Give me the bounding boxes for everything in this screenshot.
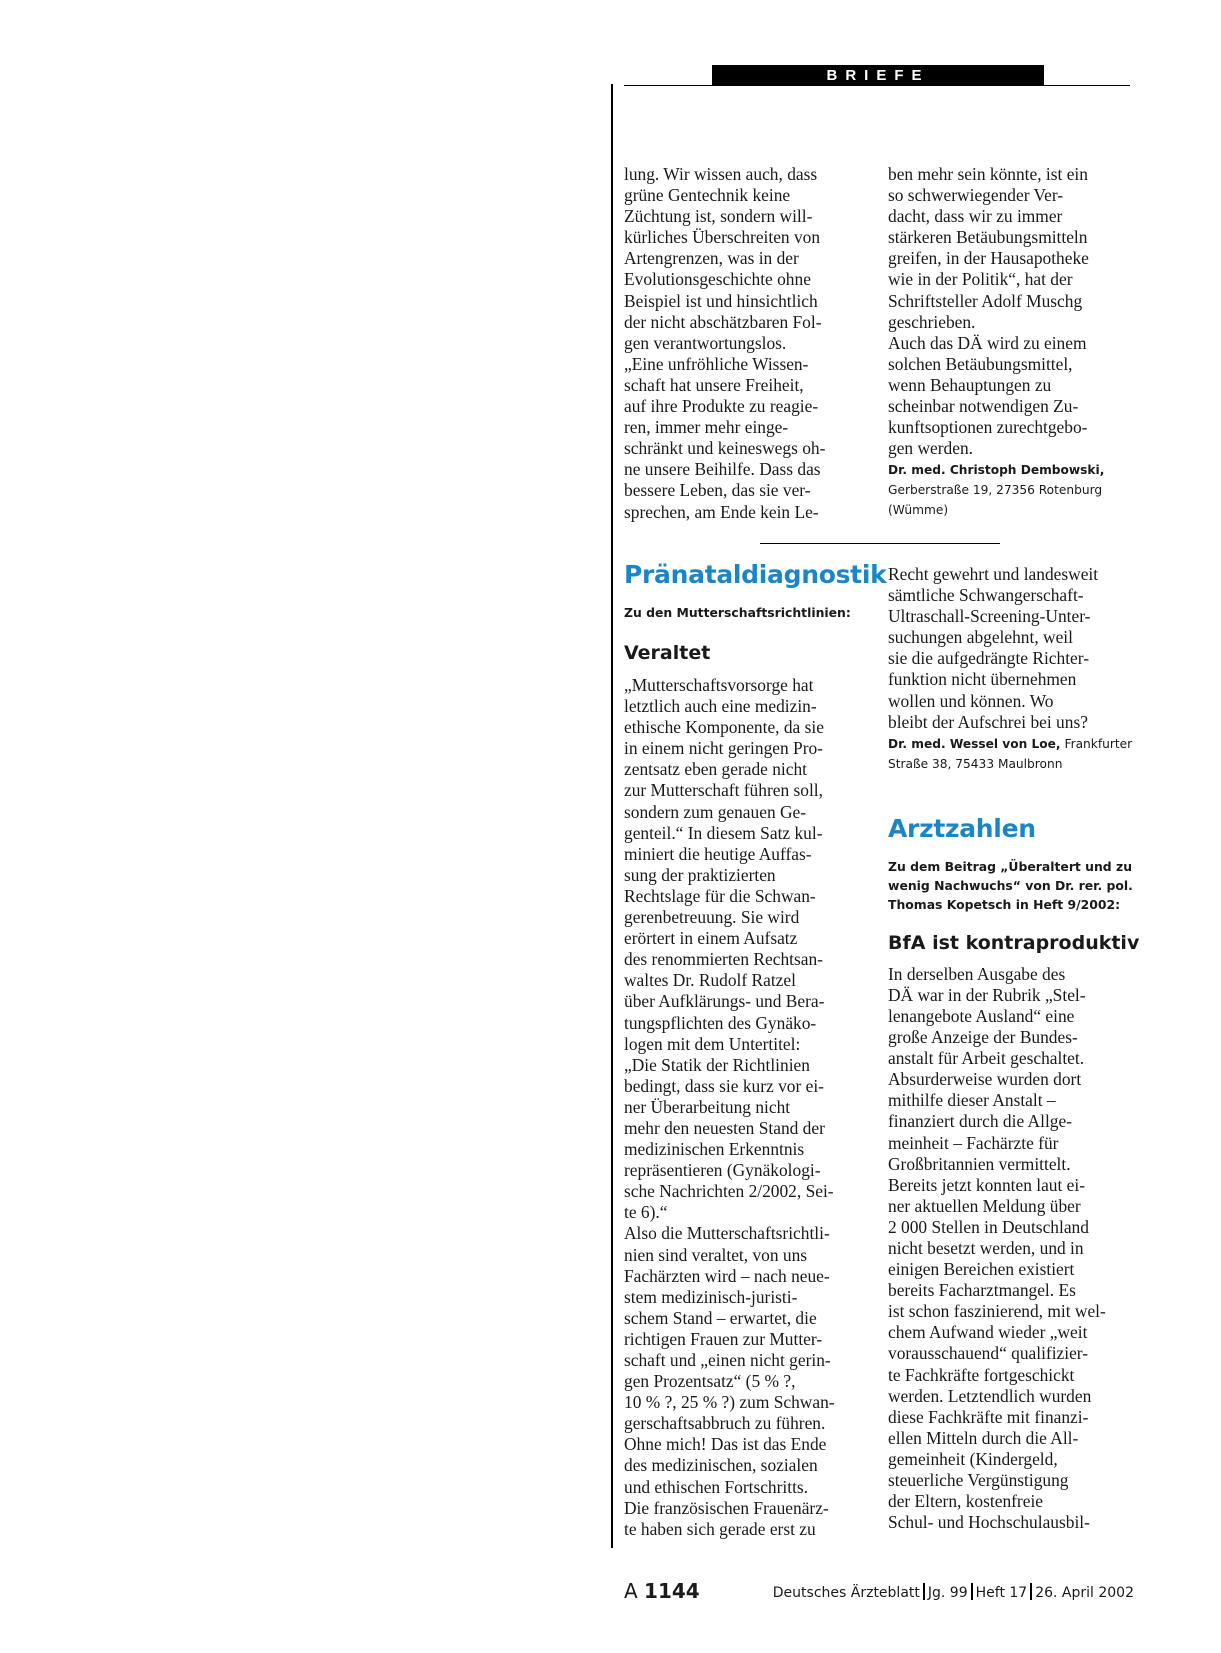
text-line: richtigen Frauen zur Mutter- xyxy=(624,1328,823,1349)
text-line: letztlich auch eine medizin- xyxy=(624,696,817,717)
text-line: dacht, dass wir zu immer xyxy=(888,206,1063,227)
text-line: werden. Letztendlich wurden xyxy=(888,1385,1092,1406)
article-headline: BfA ist kontraproduktiv xyxy=(888,931,1140,954)
text-line: Zu dem Beitrag „Überaltert und zu xyxy=(888,858,1133,874)
text-line: des medizinischen, sozialen xyxy=(624,1455,818,1476)
text-line: Rechtslage für die Schwan- xyxy=(624,885,816,906)
text-line: über Aufklärungs- und Bera- xyxy=(624,991,825,1012)
page-footer xyxy=(624,1579,1134,1607)
text-line: DÄ war in der Rubrik „Stel- xyxy=(888,984,1086,1005)
text-line: sondern zum genauen Ge- xyxy=(624,801,807,822)
text-line: gerschaftsabbruch zu führen. xyxy=(624,1413,826,1434)
text-line: Bereits jetzt konnten laut ei- xyxy=(888,1174,1086,1195)
text-line: wenn Behauptungen zu xyxy=(888,374,1052,395)
text-line: finanziert durch die Allge- xyxy=(888,1111,1072,1132)
text-line: vorausschauend“ qualifizier- xyxy=(888,1343,1089,1364)
text-line: wollen und können. Wo xyxy=(888,690,1054,711)
article-intro: Zu den Mutterschaftsrichtlinien: xyxy=(624,605,851,620)
text-line: sie die aufgedrängte Richter- xyxy=(888,648,1090,669)
page-number: A 1144 xyxy=(624,1579,700,1603)
article1-signature xyxy=(888,734,1136,774)
article1-column-2 xyxy=(888,564,1140,1533)
signature-name: Dr. med. Wessel von Loe, xyxy=(888,736,1061,751)
text-line: gemeinheit (Kindergeld, xyxy=(888,1448,1058,1469)
text-line: und ethischen Fortschritts. xyxy=(624,1476,809,1497)
text-line: kürliches Überschreiten von xyxy=(624,227,821,248)
text-line: gerenbetreuung. Sie wird xyxy=(624,907,800,928)
text-line: große Anzeige der Bundes- xyxy=(888,1027,1078,1048)
text-line: diese Fachkräfte mit finanzi- xyxy=(888,1406,1089,1427)
letter1-column-2 xyxy=(888,164,1136,520)
text-line: auf ihre Produkte zu reagie- xyxy=(624,396,819,417)
text-line: sprechen, am Ende kein Le- xyxy=(624,501,819,522)
text-line: ethische Komponente, da sie xyxy=(624,717,824,738)
journal-volume: Jg. 99 xyxy=(927,1585,968,1601)
article2-body xyxy=(888,964,1136,1534)
signature-address: Straße 38, 75433 Maulbronn xyxy=(888,756,1063,771)
text-line: grüne Gentechnik keine xyxy=(624,185,791,206)
letter1-body-2 xyxy=(888,164,1136,459)
text-line: ist schon faszinierend, mit wel- xyxy=(888,1301,1106,1322)
letter1-body-1 xyxy=(624,164,872,523)
text-line: Evolutionsgeschichte ohne xyxy=(624,269,811,290)
text-line: bessere Leben, das sie ver- xyxy=(624,480,811,501)
text-line: Auch das DÄ wird zu einem xyxy=(888,332,1087,353)
text-line: Ultraschall-Screening-Unter- xyxy=(888,606,1091,627)
footer-divider xyxy=(1030,1583,1032,1600)
text-line: bereits Facharztmangel. Es xyxy=(888,1280,1076,1301)
text-line: wenig Nachwuchs“ von Dr. rer. pol. xyxy=(888,877,1133,893)
article-intro xyxy=(888,857,1136,914)
text-line: geschrieben. xyxy=(888,311,976,332)
journal-issue: Heft 17 xyxy=(975,1585,1028,1601)
text-line: „Mutterschaftsvorsorge hat xyxy=(624,675,814,695)
text-line: lung. Wir wissen auch, dass xyxy=(624,164,818,184)
text-line: Ohne mich! Das ist das Ende xyxy=(624,1434,827,1455)
section-label: BRIEFE xyxy=(712,65,1044,86)
text-line: gen Prozentsatz“ (5 % ?, xyxy=(624,1371,796,1392)
topic-heading: Arztzahlen xyxy=(888,813,1036,843)
text-line: funktion nicht übernehmen xyxy=(888,669,1077,690)
text-line: mehr den neuesten Stand der xyxy=(624,1117,825,1138)
text-line: steuerliche Vergünstigung xyxy=(888,1470,1069,1490)
text-line: 10 % ?, 25 % ?) zum Schwan- xyxy=(624,1392,835,1413)
signature-address: (Wümme) xyxy=(888,503,949,518)
text-line: Fachärzten wird – nach neue- xyxy=(624,1265,830,1286)
text-line: Beispiel ist und hinsichtlich xyxy=(624,290,818,311)
text-line: schaft und „einen nicht gerin- xyxy=(624,1350,831,1370)
text-line: stem medizinisch-juristi- xyxy=(624,1286,798,1307)
letter1-signature xyxy=(888,460,1136,520)
text-line: stärkeren Betäubungsmitteln xyxy=(888,227,1088,248)
text-line: suchungen abgelehnt, weil xyxy=(888,627,1073,648)
text-line: bedingt, dass sie kurz vor ei- xyxy=(624,1075,824,1096)
text-line: sche Nachrichten 2/2002, Sei- xyxy=(624,1181,834,1202)
text-line: Züchtung ist, sondern will- xyxy=(624,206,813,227)
text-line: Schul- und Hochschulausbil- xyxy=(888,1512,1090,1533)
text-line: Großbritannien vermittelt. xyxy=(888,1153,1071,1174)
text-line: tungspflichten des Gynäko- xyxy=(624,1012,817,1033)
text-line: einigen Bereichen existiert xyxy=(888,1259,1075,1280)
text-line: ner aktuellen Meldung über xyxy=(888,1195,1081,1216)
text-line: lenangebote Ausland“ eine xyxy=(888,1005,1075,1026)
text-line: in einem nicht geringen Pro- xyxy=(624,738,823,759)
text-line: Absurderweise wurden dort xyxy=(888,1069,1082,1090)
text-line: gen werden. xyxy=(888,438,973,459)
text-line: mithilfe dieser Anstalt – xyxy=(888,1090,1056,1111)
topic-heading: Pränataldiagnostik xyxy=(624,560,887,589)
text-line: Recht gewehrt und landesweit xyxy=(888,564,1099,584)
text-line: miniert die heutige Auffas- xyxy=(624,843,812,864)
text-line: ren, immer mehr einge- xyxy=(624,417,789,438)
article1-body-1 xyxy=(624,675,872,1540)
article-headline: Veraltet xyxy=(624,642,711,664)
text-line: ner Überarbeitung nicht xyxy=(624,1096,791,1117)
journal-name: Deutsches Ärzteblatt xyxy=(772,1585,920,1601)
text-line: genteil.“ In diesem Satz kul- xyxy=(624,822,823,843)
issue-date: 26. April 2002 xyxy=(1035,1585,1134,1601)
text-line: des renommierten Rechtsan- xyxy=(624,949,823,970)
text-line: Also die Mutterschaftsrichtli- xyxy=(624,1223,830,1244)
text-line: bleibt der Aufschrei bei uns? xyxy=(888,711,1088,732)
text-line: Artengrenzen, was in der xyxy=(624,248,799,269)
text-line: ne unsere Beihilfe. Dass das xyxy=(624,459,821,480)
text-line: zentsatz eben gerade nicht xyxy=(624,759,807,780)
footer-divider xyxy=(923,1583,925,1600)
text-line: 2 000 Stellen in Deutschland xyxy=(888,1216,1089,1237)
text-line: greifen, in der Hausapotheke xyxy=(888,248,1089,269)
text-line: ben mehr sein könnte, ist ein xyxy=(888,164,1088,184)
text-line: ellen Mitteln durch die All- xyxy=(888,1427,1079,1448)
publication-info xyxy=(773,1583,1134,1601)
letter1-column-1 xyxy=(624,164,872,523)
text-line: logen mit dem Untertitel: xyxy=(624,1033,801,1054)
signature-address: Gerberstraße 19, 27356 Rotenburg xyxy=(888,483,1103,498)
text-line: wie in der Politik“, hat der xyxy=(888,269,1073,290)
text-line: sung der praktizierten xyxy=(624,864,776,885)
text-line: te haben sich gerade erst zu xyxy=(624,1518,816,1539)
text-line: scheinbar notwendigen Zu- xyxy=(888,396,1079,417)
text-line: te Fachkräfte fortgeschickt xyxy=(888,1364,1075,1385)
text-line: anstalt für Arbeit geschaltet. xyxy=(888,1048,1085,1069)
text-line: „Eine unfröhliche Wissen- xyxy=(624,353,809,374)
text-line: nien sind veraltet, von uns xyxy=(624,1244,808,1265)
text-line: Thomas Kopetsch in Heft 9/2002: xyxy=(888,896,1121,912)
text-line: schränkt und keineswegs oh- xyxy=(624,438,826,459)
text-line: gen verantwortungslos. xyxy=(624,332,787,353)
text-line: waltes Dr. Rudolf Ratzel xyxy=(624,970,796,991)
article1-body-2 xyxy=(888,564,1136,733)
footer-divider xyxy=(971,1583,973,1600)
text-line: te 6).“ xyxy=(624,1202,668,1223)
text-line: der Eltern, kostenfreie xyxy=(888,1491,1043,1512)
text-line: medizinischen Erkenntnis xyxy=(624,1139,805,1160)
text-line: Die französischen Frauenärz- xyxy=(624,1497,829,1518)
text-line: so schwerwiegender Ver- xyxy=(888,185,1064,206)
text-line: „Die Statik der Richtlinien xyxy=(624,1054,810,1075)
text-line: schem Stand – erwartet, die xyxy=(624,1307,817,1328)
signature-address: Frankfurter xyxy=(1060,736,1133,751)
text-line: kunftsoptionen zurechtgebo- xyxy=(888,417,1088,438)
text-line: der nicht abschätzbaren Fol- xyxy=(624,311,822,332)
separator-rule xyxy=(760,543,1000,544)
text-line: sämtliche Schwangerschaft- xyxy=(888,585,1084,606)
column-rule xyxy=(611,84,613,1548)
text-line: schaft hat unsere Freiheit, xyxy=(624,374,804,395)
article1-column-1 xyxy=(624,560,887,1540)
text-line: erörtert in einem Aufsatz xyxy=(624,928,798,949)
text-line: Schriftsteller Adolf Muschg xyxy=(888,290,1083,311)
text-line: zur Mutterschaft führen soll, xyxy=(624,780,823,801)
text-line: chem Aufwand wieder „weit xyxy=(888,1322,1088,1343)
text-line: In derselben Ausgabe des xyxy=(888,963,1066,984)
text-line: repräsentieren (Gynäkologi- xyxy=(624,1160,821,1181)
text-line: nicht besetzt werden, und in xyxy=(888,1237,1084,1258)
text-line: meinheit – Fachärzte für xyxy=(888,1132,1059,1153)
signature-name: Dr. med. Christoph Dembowski, xyxy=(888,463,1105,478)
text-line: solchen Betäubungsmittel, xyxy=(888,353,1073,374)
